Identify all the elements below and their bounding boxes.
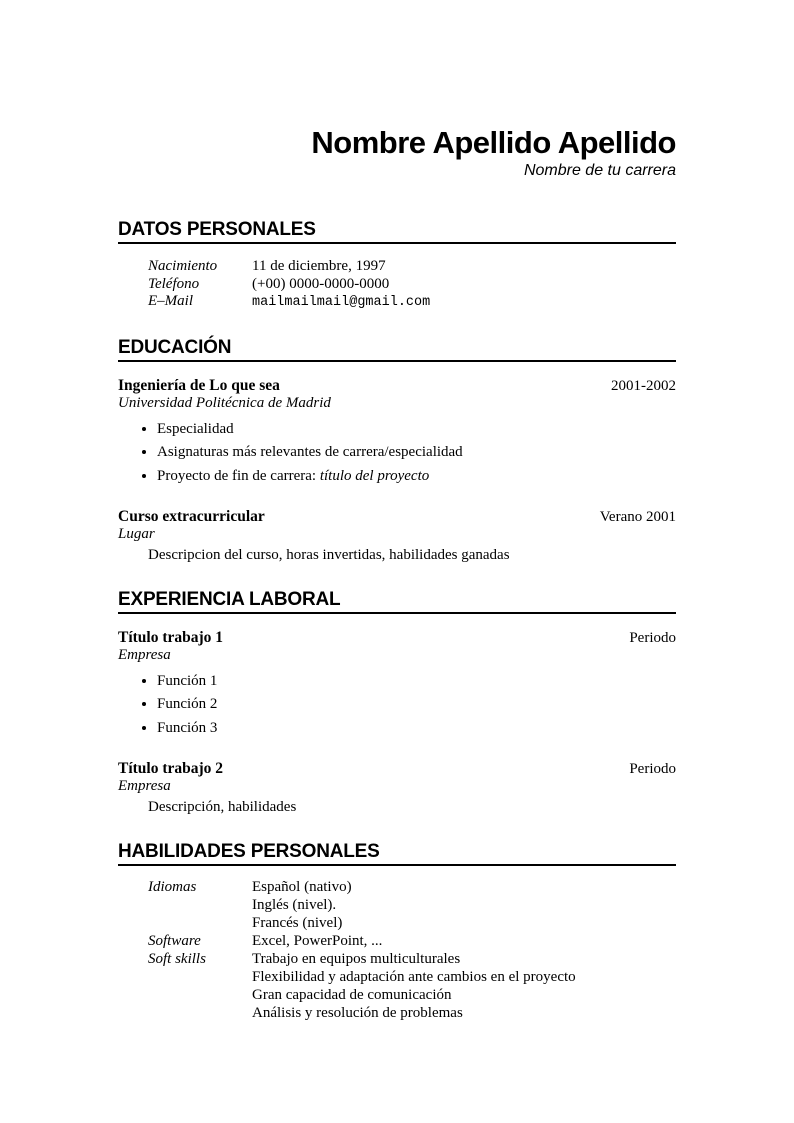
skill-group-soft-skills (118, 950, 676, 1022)
experience-entry-title: Título trabajo 1 (118, 628, 224, 646)
skill-line: Trabajo en equipos multiculturales (252, 950, 461, 967)
education-entry-title: Ingeniería de Lo que sea (118, 376, 280, 394)
skill-label: Soft skills (148, 950, 206, 967)
education-entry-title: Curso extracurricular (118, 507, 265, 525)
bullet-item: • Función 2 (157, 697, 676, 712)
personal-label: Nacimiento (148, 258, 218, 274)
skill-group-software (118, 932, 676, 950)
personal-row-telefono (118, 276, 676, 294)
bullet-text-italic: título del proyecto (319, 467, 430, 484)
skill-line: Francés (nivel) (252, 914, 343, 931)
education-entry-subtitle: Universidad Politécnica de Madrid (118, 394, 331, 411)
experience-entry-head (118, 760, 676, 778)
personal-email-value: mailmailmail@gmail.com (252, 295, 431, 310)
personal-label: Teléfono (148, 275, 200, 292)
career-subtitle: Nombre de tu carrera (523, 162, 676, 179)
education-entry-date: 2001-2002 (611, 377, 676, 394)
personal-data-rows (118, 258, 676, 312)
section-title-datos-personales: DATOS PERSONALES (118, 220, 676, 244)
skill-lines (252, 878, 352, 932)
section-title-educacion: EDUCACIÓN (118, 338, 676, 362)
personal-row-email (118, 293, 676, 312)
personal-row-nacimiento (118, 258, 676, 276)
skill-label: Idiomas (148, 878, 197, 895)
experience-entry-date: Periodo (629, 629, 676, 646)
experience-entry-date: Periodo (629, 760, 676, 777)
skill-line: Español (nativo) (252, 878, 352, 895)
education-entry-subtitle: Lugar (118, 525, 155, 542)
skill-lines (252, 950, 576, 1022)
experience-entry-description: Descripción, habilidades (148, 798, 297, 815)
education-entry-head (118, 508, 676, 526)
bullet-item: • Función 3 (157, 721, 676, 736)
skill-lines (252, 932, 382, 950)
personal-value: (+00) 0000-0000-0000 (252, 275, 390, 292)
skill-group-idiomas (118, 878, 676, 932)
bullet-item (157, 469, 676, 484)
education-entry-head (118, 377, 676, 395)
section-title-experiencia: EXPERIENCIA LABORAL (118, 590, 676, 614)
skill-line: Flexibilidad y adaptación ante cambios en el proyecto (252, 968, 576, 985)
skill-line: Análisis y resolución de problemas (252, 1004, 463, 1021)
experience-entry-title: Título trabajo 2 (118, 759, 224, 777)
education-entry-date: Verano 2001 (599, 508, 676, 525)
cv-content (118, 0, 676, 1022)
person-name: Nombre Apellido Apellido (311, 125, 676, 160)
bullet-text: Proyecto de fin de carrera: (157, 467, 320, 484)
bullet-item: • Asignaturas más relevantes de carrera/especialidad (157, 445, 676, 460)
bullet-item: • Función 1 (157, 674, 676, 689)
education-bullet-list (157, 422, 676, 484)
cv-header (118, 126, 676, 180)
experience-entry-subtitle: Empresa (118, 646, 171, 663)
skill-line: Gran capacidad de comunicación (252, 986, 452, 1003)
experience-bullet-list (157, 674, 676, 736)
experience-entry-subtitle: Empresa (118, 777, 171, 794)
skills-groups (118, 878, 676, 1022)
bullet-item: • Especialidad (157, 422, 676, 437)
personal-label: E–Mail (148, 293, 193, 309)
section-title-habilidades: HABILIDADES PERSONALES (118, 842, 676, 866)
personal-value: 11 de diciembre, 1997 (252, 258, 386, 274)
education-entry-description: Descripcion del curso, horas invertidas, habilidades ganadas (148, 546, 510, 563)
experience-entry-head (118, 629, 676, 647)
skill-label: Software (148, 932, 201, 949)
skill-line: Inglés (nivel). (252, 896, 337, 913)
skill-line: Excel, PowerPoint, ... (252, 932, 383, 949)
